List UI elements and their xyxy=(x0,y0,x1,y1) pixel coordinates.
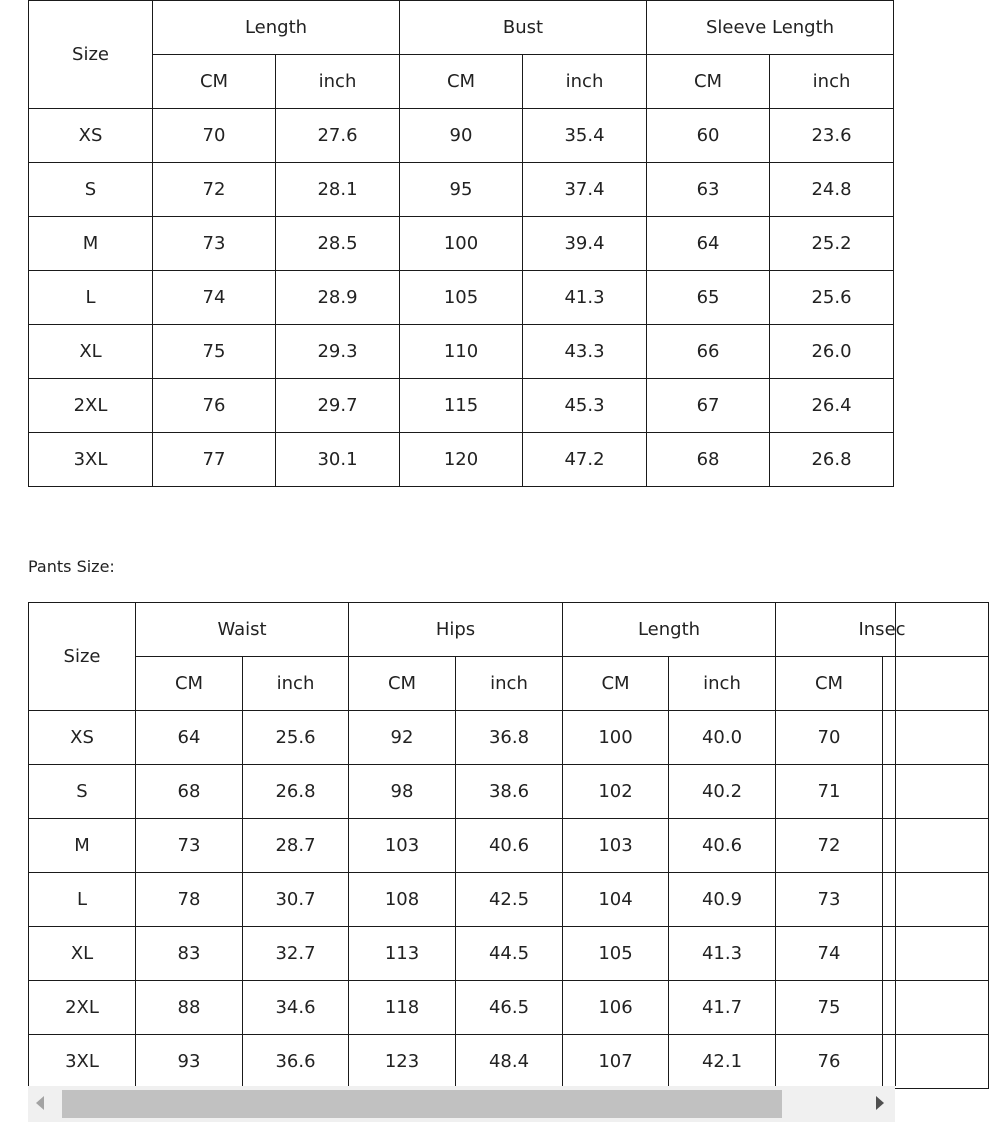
header-row-units xyxy=(29,55,894,109)
table-row xyxy=(29,819,989,873)
header-row-units xyxy=(29,657,989,711)
size-cell: 2XL xyxy=(29,379,153,433)
value-cell: 26.8 xyxy=(243,765,349,819)
value-cell: 36.8 xyxy=(456,711,563,765)
value-cell: 30.1 xyxy=(276,433,400,487)
value-cell: 95 xyxy=(400,163,523,217)
value-cell: 100 xyxy=(400,217,523,271)
value-cell xyxy=(883,927,989,981)
group-header-length: Length xyxy=(563,603,776,657)
value-cell: 74 xyxy=(153,271,276,325)
value-cell: 36.6 xyxy=(243,1035,349,1089)
value-cell: 73 xyxy=(153,217,276,271)
group-header-bust: Bust xyxy=(400,1,647,55)
value-cell: 29.7 xyxy=(276,379,400,433)
value-cell: 25.6 xyxy=(770,271,894,325)
value-cell: 25.2 xyxy=(770,217,894,271)
size-cell: L xyxy=(29,873,136,927)
value-cell: 100 xyxy=(563,711,669,765)
value-cell: 113 xyxy=(349,927,456,981)
pants-table-scroll-area[interactable] xyxy=(28,602,906,1086)
group-header-hips: Hips xyxy=(349,603,563,657)
unit-header: CM xyxy=(349,657,456,711)
unit-header: inch xyxy=(276,55,400,109)
value-cell: 83 xyxy=(136,927,243,981)
value-cell: 35.4 xyxy=(523,109,647,163)
size-cell: L xyxy=(29,271,153,325)
value-cell: 76 xyxy=(776,1035,883,1089)
size-cell: XS xyxy=(29,711,136,765)
value-cell: 75 xyxy=(776,981,883,1035)
value-cell: 24.8 xyxy=(770,163,894,217)
value-cell: 65 xyxy=(647,271,770,325)
unit-header: CM xyxy=(400,55,523,109)
value-cell: 40.9 xyxy=(669,873,776,927)
size-cell: S xyxy=(29,765,136,819)
value-cell: 88 xyxy=(136,981,243,1035)
value-cell: 68 xyxy=(136,765,243,819)
value-cell: 63 xyxy=(647,163,770,217)
value-cell: 71 xyxy=(776,765,883,819)
group-header-waist: Waist xyxy=(136,603,349,657)
size-cell: M xyxy=(29,819,136,873)
value-cell: 48.4 xyxy=(456,1035,563,1089)
table-row xyxy=(29,981,989,1035)
size-cell: XS xyxy=(29,109,153,163)
unit-header: inch xyxy=(523,55,647,109)
value-cell: 118 xyxy=(349,981,456,1035)
top-size-table xyxy=(28,0,894,487)
unit-header: inch xyxy=(456,657,563,711)
value-cell: 34.6 xyxy=(243,981,349,1035)
pants-size-title: Pants Size: xyxy=(28,557,115,576)
value-cell: 30.7 xyxy=(243,873,349,927)
value-cell: 64 xyxy=(647,217,770,271)
value-cell: 123 xyxy=(349,1035,456,1089)
value-cell: 92 xyxy=(349,711,456,765)
header-row-groups xyxy=(29,603,989,657)
table-row xyxy=(29,325,894,379)
value-cell: 28.1 xyxy=(276,163,400,217)
value-cell: 105 xyxy=(563,927,669,981)
value-cell: 41.7 xyxy=(669,981,776,1035)
value-cell: 72 xyxy=(776,819,883,873)
value-cell: 102 xyxy=(563,765,669,819)
table-row xyxy=(29,163,894,217)
size-cell: 3XL xyxy=(29,433,153,487)
value-cell: 26.0 xyxy=(770,325,894,379)
value-cell: 77 xyxy=(153,433,276,487)
unit-header: CM xyxy=(153,55,276,109)
value-cell xyxy=(883,819,989,873)
value-cell: 47.2 xyxy=(523,433,647,487)
scrollbar-thumb[interactable] xyxy=(62,1090,782,1118)
size-header: Size xyxy=(29,603,136,711)
table-row xyxy=(29,711,989,765)
value-cell: 120 xyxy=(400,433,523,487)
value-cell: 28.7 xyxy=(243,819,349,873)
value-cell: 26.4 xyxy=(770,379,894,433)
value-cell: 43.3 xyxy=(523,325,647,379)
pants-size-table xyxy=(28,602,989,1089)
value-cell: 106 xyxy=(563,981,669,1035)
value-cell: 42.1 xyxy=(669,1035,776,1089)
size-header: Size xyxy=(29,1,153,109)
value-cell: 37.4 xyxy=(523,163,647,217)
value-cell: 60 xyxy=(647,109,770,163)
value-cell: 104 xyxy=(563,873,669,927)
value-cell: 66 xyxy=(647,325,770,379)
triangle-right-icon[interactable] xyxy=(876,1096,884,1110)
value-cell: 64 xyxy=(136,711,243,765)
value-cell: 38.6 xyxy=(456,765,563,819)
value-cell: 41.3 xyxy=(523,271,647,325)
value-cell: 32.7 xyxy=(243,927,349,981)
value-cell: 73 xyxy=(136,819,243,873)
value-cell: 25.6 xyxy=(243,711,349,765)
value-cell xyxy=(883,1035,989,1089)
size-cell: S xyxy=(29,163,153,217)
value-cell: 40.6 xyxy=(456,819,563,873)
value-cell: 98 xyxy=(349,765,456,819)
table-row xyxy=(29,379,894,433)
unit-header: inch xyxy=(770,55,894,109)
value-cell: 72 xyxy=(153,163,276,217)
value-cell: 42.5 xyxy=(456,873,563,927)
value-cell: 73 xyxy=(776,873,883,927)
table-row xyxy=(29,433,894,487)
unit-header: inch xyxy=(669,657,776,711)
value-cell: 40.6 xyxy=(669,819,776,873)
unit-header: CM xyxy=(563,657,669,711)
value-cell: 90 xyxy=(400,109,523,163)
group-header-length: Length xyxy=(153,1,400,55)
value-cell: 41.3 xyxy=(669,927,776,981)
group-header-inseam: Insec xyxy=(776,603,989,657)
horizontal-scrollbar[interactable] xyxy=(28,1086,895,1122)
value-cell: 115 xyxy=(400,379,523,433)
value-cell: 28.9 xyxy=(276,271,400,325)
value-cell: 68 xyxy=(647,433,770,487)
value-cell: 29.3 xyxy=(276,325,400,379)
value-cell: 46.5 xyxy=(456,981,563,1035)
value-cell: 45.3 xyxy=(523,379,647,433)
value-cell: 108 xyxy=(349,873,456,927)
value-cell: 70 xyxy=(776,711,883,765)
value-cell: 103 xyxy=(563,819,669,873)
table-row xyxy=(29,217,894,271)
table-row xyxy=(29,109,894,163)
value-cell: 26.8 xyxy=(770,433,894,487)
unit-header: CM xyxy=(136,657,243,711)
value-cell: 70 xyxy=(153,109,276,163)
table-row xyxy=(29,765,989,819)
value-cell xyxy=(883,765,989,819)
size-cell: XL xyxy=(29,325,153,379)
table-row xyxy=(29,927,989,981)
value-cell xyxy=(883,981,989,1035)
value-cell: 105 xyxy=(400,271,523,325)
value-cell: 74 xyxy=(776,927,883,981)
value-cell: 76 xyxy=(153,379,276,433)
triangle-left-icon[interactable] xyxy=(36,1096,44,1110)
size-cell: M xyxy=(29,217,153,271)
value-cell: 110 xyxy=(400,325,523,379)
unit-header: CM xyxy=(776,657,883,711)
header-row-groups xyxy=(29,1,894,55)
value-cell: 78 xyxy=(136,873,243,927)
size-cell: 2XL xyxy=(29,981,136,1035)
value-cell: 39.4 xyxy=(523,217,647,271)
table-row xyxy=(29,271,894,325)
value-cell: 44.5 xyxy=(456,927,563,981)
unit-header: inch xyxy=(243,657,349,711)
table-row xyxy=(29,873,989,927)
value-cell: 67 xyxy=(647,379,770,433)
value-cell xyxy=(883,711,989,765)
value-cell: 93 xyxy=(136,1035,243,1089)
value-cell: 23.6 xyxy=(770,109,894,163)
value-cell xyxy=(883,873,989,927)
value-cell: 75 xyxy=(153,325,276,379)
value-cell: 40.0 xyxy=(669,711,776,765)
size-cell: 3XL xyxy=(29,1035,136,1089)
size-cell: XL xyxy=(29,927,136,981)
unit-header: CM xyxy=(647,55,770,109)
value-cell: 103 xyxy=(349,819,456,873)
value-cell: 107 xyxy=(563,1035,669,1089)
value-cell: 27.6 xyxy=(276,109,400,163)
table-row xyxy=(29,1035,989,1089)
unit-header xyxy=(883,657,989,711)
value-cell: 40.2 xyxy=(669,765,776,819)
group-header-sleeve-length: Sleeve Length xyxy=(647,1,894,55)
value-cell: 28.5 xyxy=(276,217,400,271)
